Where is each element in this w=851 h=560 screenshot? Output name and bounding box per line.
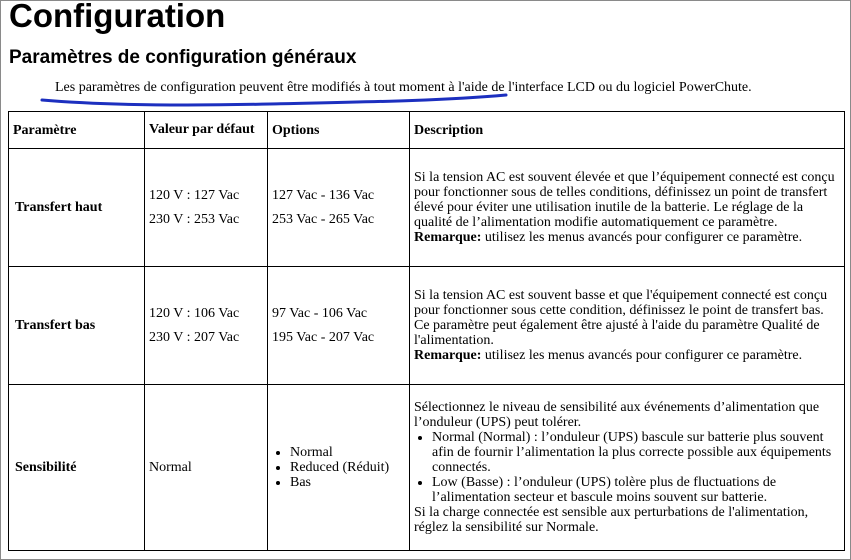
section-title: Paramètres de configuration généraux [9, 47, 357, 68]
bullet-item: • Normal (Normal) : l’onduleur (UPS) bascule sur batterie plus souvent afin de fournir l’alimentation la plus correcte possible aux équipements connectés. [432, 430, 840, 475]
note-text: utilisez les menus avancés pour configurer ce paramètre. [481, 348, 803, 363]
default-value: 120 V : 106 Vac [149, 306, 240, 321]
option-values [268, 267, 410, 385]
default-value: 230 V : 207 Vac [149, 330, 240, 345]
intro-text: Les paramètres de configuration peuvent être modifiés à tout moment à l'aide de l'interface LCD ou du logiciel PowerChute. [55, 80, 752, 95]
description-note [414, 230, 840, 245]
option-value: 127 Vac - 136 Vac [272, 188, 375, 203]
description-cell [410, 149, 845, 267]
note-text: utilisez les menus avancés pour configurer ce paramètre. [481, 230, 803, 245]
description-note [414, 348, 840, 363]
option-item: • Bas [290, 475, 405, 490]
option-value: 97 Vac - 106 Vac [272, 306, 368, 321]
config-table [8, 111, 845, 551]
table-row [9, 267, 845, 385]
default-values [145, 267, 268, 385]
option-item: • Reduced (Réduit) [290, 460, 405, 475]
description-outro: Si la charge connectée est sensible aux perturbations de l'alimentation, réglez la sensibilité sur Normale. [414, 505, 809, 535]
default-value: 120 V : 127 Vac [149, 188, 240, 203]
table-header-row [9, 112, 845, 149]
description-bullets [414, 430, 840, 505]
option-item: • Normal [290, 445, 405, 460]
note-label: Remarque: [414, 348, 482, 363]
option-values [268, 149, 410, 267]
option-value: 253 Vac - 265 Vac [272, 212, 375, 227]
description-text: Si la tension AC est souvent élevée et que l’équipement connecté est conçu pour fonctionner sous de telles conditions, définissez un point de transfert élevé pour éviter une utilisation inutile de la batterie. Le réglage de la qualité de l’alimentation modifie automatiquement ce paramètre. [414, 170, 835, 230]
option-value: 195 Vac - 207 Vac [272, 330, 375, 345]
table-row [9, 149, 845, 267]
header-description: Description [410, 112, 845, 149]
description-cell [410, 385, 845, 551]
param-name: Transfert bas [9, 267, 145, 385]
page-title: Configuration [9, 0, 226, 34]
header-valeur-defaut: Valeur par défaut [145, 112, 268, 149]
option-values [268, 385, 410, 551]
header-options: Options [268, 112, 410, 149]
param-name: Transfert haut [9, 149, 145, 267]
description-text: Si la tension AC est souvent basse et que l'équipement connecté est conçu pour fonctionner sous cette condition, définissez le point de transfert bas. Ce paramètre peut également être ajusté à l'aide du paramètre Qualité de l'alimentation. [414, 288, 828, 348]
param-name: Sensibilité [9, 385, 145, 551]
options-list [272, 445, 405, 490]
note-label: Remarque: [414, 230, 482, 245]
description-text: Sélectionnez le niveau de sensibilité aux événements d’alimentation que l’onduleur (UPS) peut tolérer. [414, 400, 820, 430]
bullet-item: • Low (Basse) : l’onduleur (UPS) tolère plus de fluctuations de l’alimentation secteur et bascule moins souvent sur batterie. [432, 475, 840, 505]
default-values [145, 149, 268, 267]
description-cell [410, 267, 845, 385]
header-parametre: Paramètre [9, 112, 145, 149]
default-value: Normal [145, 385, 268, 551]
table-row [9, 385, 845, 551]
default-value: 230 V : 253 Vac [149, 212, 240, 227]
